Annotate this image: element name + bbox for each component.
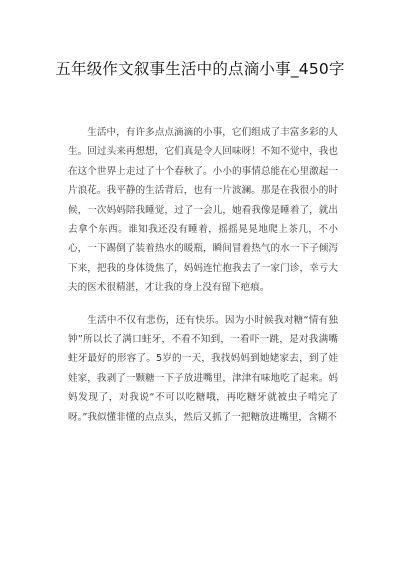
document-title: 五年级作文叙事生活中的点滴小事_450字 [55,60,345,78]
paragraph: 生活中，有许多点点滴滴的小事，它们组成了丰富多彩的人生。回过头来再想想，它们真是令人回味呀！不知不觉中，我也在这个世界上走过了十个春秋了。小小的事情总能在心里激起一片浪花。我平静的生活背后，也有一片波澜。那是在我很小的时候，一次妈妈陪我睡觉，过了一会儿，她看我像是睡着了，就出去拿个东西。谁知我还没有睡着，摇摇晃晃地爬上茶几，不小心，一下踢倒了装着热水的暖瓶，瞬间冒着热气的水一下子倾泻下来，把我的身体烫焦了，妈妈连忙抱我去了一家门诊，幸亏大夫的医术很精湛，才让我的身上没有留下疤痕。 [68,127,338,294]
document-body [68,123,338,427]
paragraph: 生活中不仅有悲伤，还有快乐。因为小时候我对糖“情有独钟”所以长了满口蛀牙，不看不知到，一看吓一跳，是对我满嘴蛀牙最好的形容了。5岁的一天，我找妈妈到她姥家去，到了娃娃家，我剥了一颗糖一下子放进嘴里，津津有味地吃了起来。妈妈发现了，对我说“不可以吃糖哦，再吃糖牙就被虫子啃完了呀。”我似懂非懂的点点头，然后又抓了一把糖放进嘴里，含糊不 [68,314,338,423]
